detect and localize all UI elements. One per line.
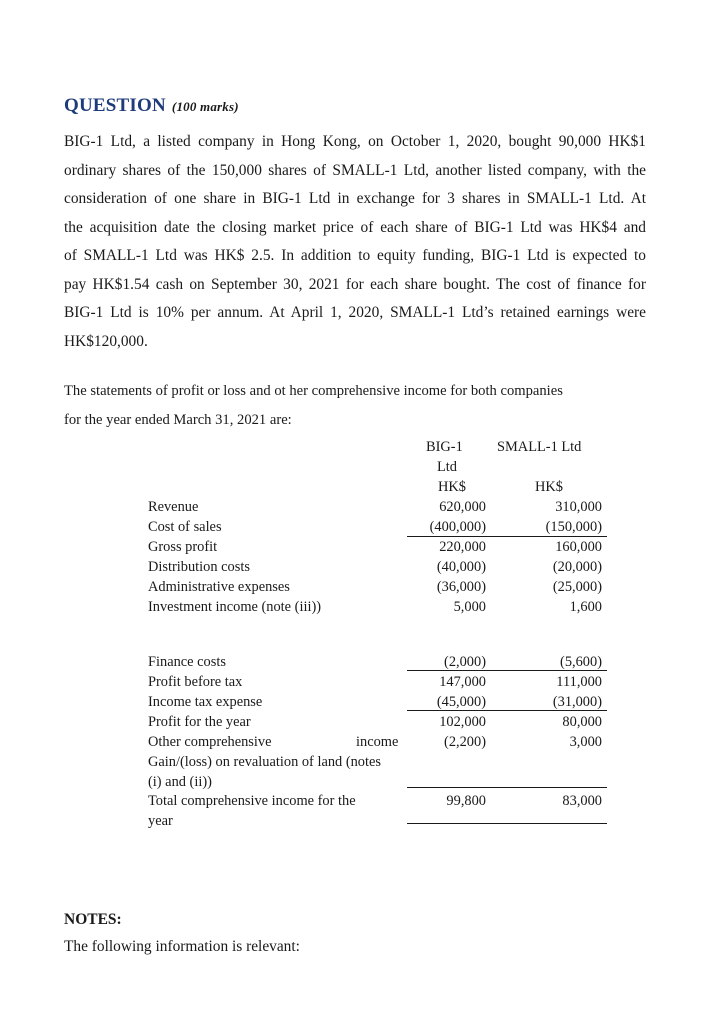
row-value-small: 83,000 xyxy=(562,793,602,809)
intro-line: HK$120,000. xyxy=(64,332,148,350)
row-value-big: (400,000) xyxy=(429,519,486,535)
row-label: Income tax expense xyxy=(148,694,263,710)
row-value-small: (150,000) xyxy=(545,519,602,535)
col1-header-currency: HK$ xyxy=(438,479,466,495)
row-label: Distribution costs xyxy=(148,559,250,575)
col2-header-line1: SMALL-1 Ltd xyxy=(497,439,582,455)
row-label: Other comprehensive xyxy=(148,734,272,750)
intro-line: ordinary shares of the 150,000 shares of SMALL-1 Ltd, another listed company, with the xyxy=(64,161,646,179)
row-value-small: (25,000) xyxy=(552,579,602,595)
row-value-big: (36,000) xyxy=(436,579,486,595)
question-marks: (100 marks) xyxy=(171,99,239,114)
row-value-big: 102,000 xyxy=(439,714,486,730)
row-label-suffix: income xyxy=(356,734,399,750)
intro-line: the acquisition date the closing market price of each share of BIG-1 Ltd was HK$4 and xyxy=(64,218,646,236)
intro-line: BIG-1 Ltd, a listed company in Hong Kong, on October 1, 2020, bought 90,000 HK$1 xyxy=(64,133,646,150)
row-value-small: 1,600 xyxy=(569,599,602,615)
row-label: (i) and (ii)) xyxy=(148,774,212,790)
question-title: QUESTION xyxy=(64,95,166,116)
row-label: Revenue xyxy=(148,499,199,515)
row-value-big: (40,000) xyxy=(436,559,486,575)
intro-line: of SMALL-1 Ltd was HK$ 2.5. In addition to equity funding, BIG-1 Ltd is expected to xyxy=(64,247,646,264)
row-value-big: (45,000) xyxy=(436,694,486,710)
row-value-small: 160,000 xyxy=(555,539,602,555)
col2-header-currency: HK$ xyxy=(535,479,563,495)
row-value-small: 80,000 xyxy=(562,714,602,730)
statement-intro-line: for the year ended March 31, 2021 are: xyxy=(64,412,292,428)
row-value-big: (2,000) xyxy=(444,654,486,670)
row-label: Profit for the year xyxy=(148,714,251,730)
row-value-big: 147,000 xyxy=(439,674,486,690)
row-value-small: (20,000) xyxy=(552,559,602,575)
notes-heading: NOTES: xyxy=(64,911,122,928)
row-label: year xyxy=(148,813,173,829)
row-value-small: 310,000 xyxy=(555,499,602,515)
row-value-big: 99,800 xyxy=(446,793,486,809)
intro-line: pay HK$1.54 cash on September 30, 2021 for each share bought. The cost of finance for xyxy=(64,275,646,293)
row-value-small: 3,000 xyxy=(569,734,602,750)
row-value-small: (31,000) xyxy=(552,694,602,710)
row-value-big: (2,200) xyxy=(444,734,486,750)
table-rule xyxy=(407,710,607,711)
intro-line: BIG-1 Ltd is 10% per annum. At April 1, 2020, SMALL-1 Ltd’s retained earnings were xyxy=(64,304,646,321)
row-label: Gross profit xyxy=(148,539,218,555)
row-label: Total comprehensive income for the xyxy=(148,793,356,809)
row-value-small: (5,600) xyxy=(560,654,602,670)
question-heading xyxy=(64,95,239,117)
notes-text: The following information is relevant: xyxy=(64,938,300,955)
row-value-small: 111,000 xyxy=(556,674,602,690)
row-label: Investment income (note (iii)) xyxy=(148,599,322,615)
row-label: Profit before tax xyxy=(148,674,243,690)
row-value-big: 5,000 xyxy=(453,599,486,615)
intro-paragraph xyxy=(64,128,646,356)
row-value-big: 220,000 xyxy=(439,539,486,555)
table-rule xyxy=(407,823,607,824)
col1-header-line1: BIG-1 xyxy=(426,439,463,455)
table-rule xyxy=(407,787,607,788)
row-label: Finance costs xyxy=(148,654,226,670)
row-label: Gain/(loss) on revaluation of land (notes xyxy=(148,754,381,770)
intro-line: consideration of one share in BIG-1 Ltd in exchange for 3 shares in SMALL-1 Ltd. At xyxy=(64,190,646,207)
row-value-big: 620,000 xyxy=(439,499,486,515)
statement-intro-line: The statements of profit or loss and ot her comprehensive income for both companies xyxy=(64,383,563,399)
row-label: Administrative expenses xyxy=(148,579,290,595)
row-label: Cost of sales xyxy=(148,519,222,535)
table-rule xyxy=(407,670,607,671)
statement-intro xyxy=(64,377,563,435)
col1-header-line2: Ltd xyxy=(437,459,457,475)
